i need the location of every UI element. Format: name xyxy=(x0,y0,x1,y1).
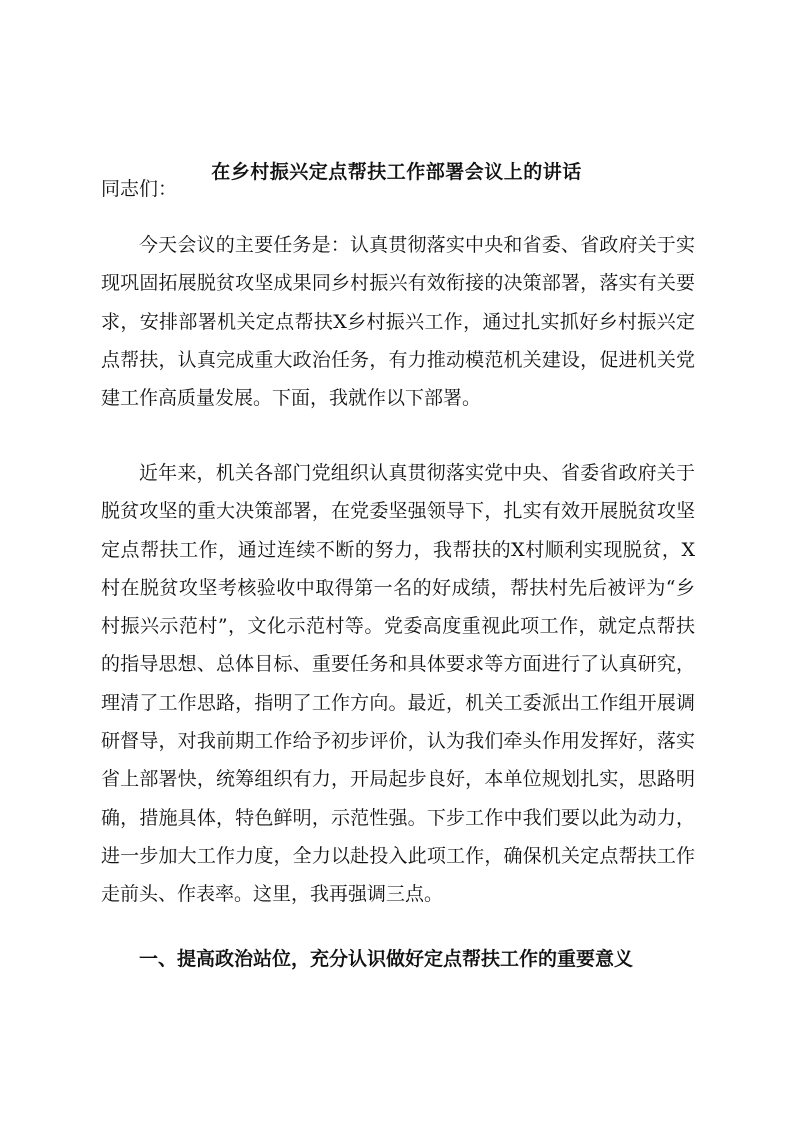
paragraph-intro: 今天会议的主要任务是：认真贯彻落实中央和省委、省政府关于实现巩固拓展脱贫攻坚成果同乡村振兴有效衔接的决策部署，落实有关要求，安排部署机关定点帮扶X乡村振兴工作，通过扎实抓好乡村振兴定点帮扶，认真完成重大政治任务，有力推动模范机关建设，促进机关党建工作高质量发展。下面，我就作以下部署。 xyxy=(101,234,695,410)
salutation: 同志们： xyxy=(101,178,178,200)
section-heading: 一、提高政治站位，充分认识做好定点帮扶工作的重要意义 xyxy=(139,948,634,970)
document-title: 在乡村振兴定点帮扶工作部署会议上的讲话 xyxy=(211,161,582,183)
paragraph-background: 近年来，机关各部门党组织认真贯彻落实党中央、省委省政府关于脱贫攻坚的重大决策部署，在党委坚强领导下，扎实有效开展脱贫攻坚定点帮扶工作，通过连续不断的努力，我帮扶的X村顺利实现脱贫，X村在脱贫攻坚考核验收中取得第一名的好成绩，帮扶村先后被评为“乡村振兴示范村”，文化示范村等。党委高度重视此项工作，就定点帮扶的指导思想、总体目标、重要任务和具体要求等方面进行了认真研究，理清了工作思路，指明了工作方向。最近，机关工委派出工作组开展调研督导，对我前期工作给予初步评价，认为我们牵头作用发挥好，落实省上部署快，统筹组织有力，开局起步良好，本单位规划扎实，思路明确，措施具体，特色鲜明，示范性强。下步工作中我们要以此为动力，进一步加大工作力度，全力以赴投入此项工作，确保机关定点帮扶工作走前头、作表率。这里，我再强调三点。 xyxy=(101,462,695,906)
